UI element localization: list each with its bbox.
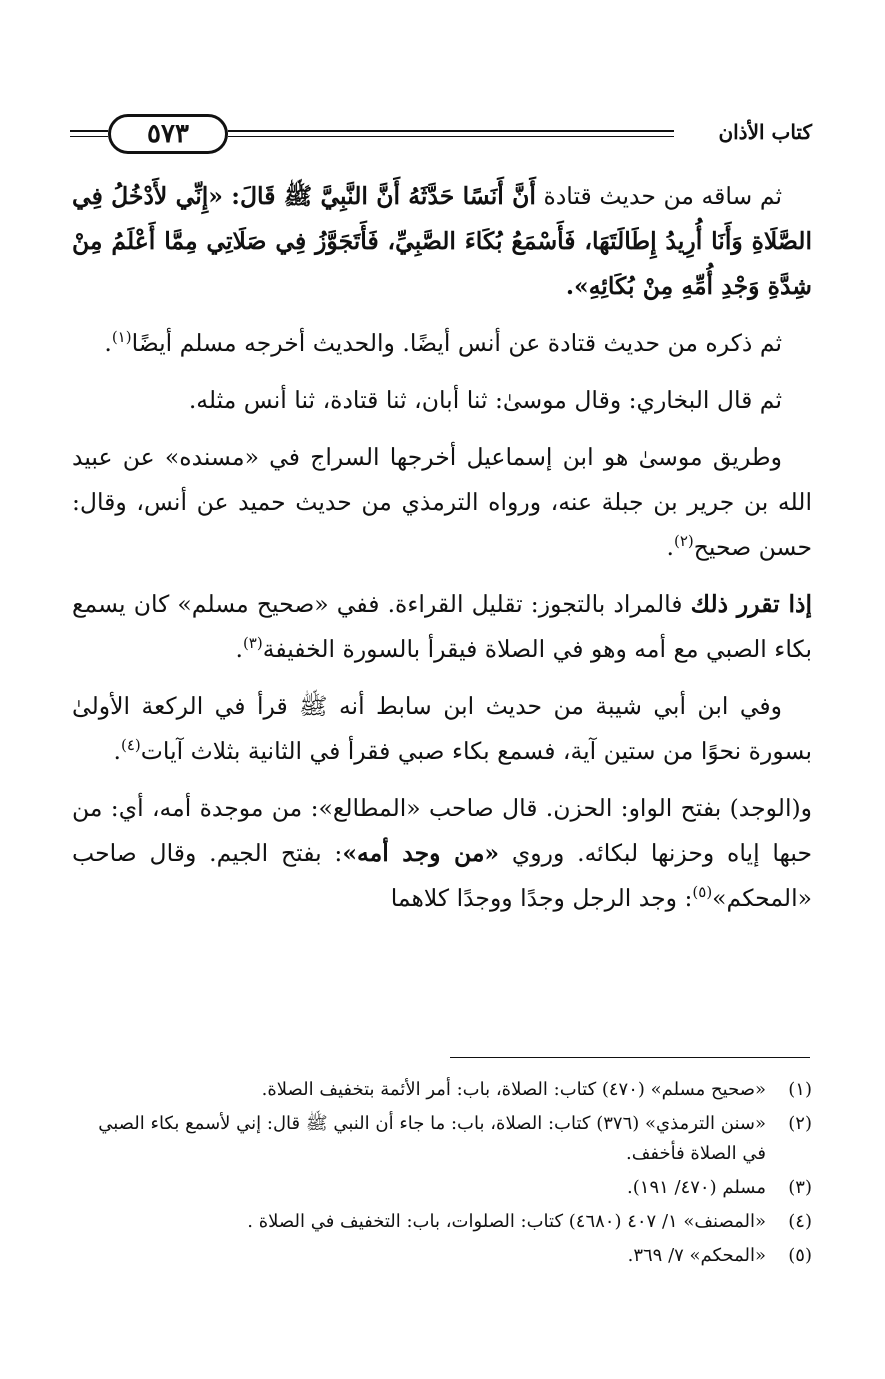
paragraph-7-text-c: : بفتح الجيم. وقال صاحب «المحكم» <box>72 839 812 912</box>
paragraph-5 <box>72 582 812 672</box>
paragraph-4-text: وطريق موسىٰ هو ابن إسماعيل أخرجها السراج في «مسنده» عن عبيد الله بن جرير بن جبلة عنه، ورواه الترمذي من حديث حميد عن أنس، وقال: حسن صحيح <box>72 443 812 561</box>
paragraph-2-text: ثم ذكره من حديث قتادة عن أنس أيضًا. والحديث أخرجه مسلم أيضًا <box>131 329 782 357</box>
paragraph-4 <box>72 435 812 570</box>
footnote-number: (٤) <box>788 1211 812 1232</box>
paragraph-6 <box>72 684 812 774</box>
paragraph-5-lead: إذا تقرر ذلك <box>690 590 812 618</box>
footnote-number: (١) <box>788 1079 812 1100</box>
footnote-2 <box>72 1109 812 1169</box>
footnote-text: «صحيح مسلم» (٤٧٠) كتاب: الصلاة، باب: أمر الأئمة بتخفيف الصلاة. <box>261 1079 766 1100</box>
header-rule-left <box>70 130 108 132</box>
page-header <box>70 112 812 158</box>
paragraph-1-intro: ثم ساقه من حديث قتادة <box>535 182 782 210</box>
footnote-4 <box>72 1207 812 1237</box>
main-text <box>72 174 812 933</box>
footnote-number: (٢) <box>788 1113 812 1134</box>
footnote-ref-5[interactable]: (٥) <box>692 883 713 902</box>
paragraph-5-text: فالمراد بالتجوز: تقليل القراءة. ففي «صحيح مسلم» كان يسمع بكاء الصبي مع أمه وهو في الصلاة فيقرأ بالسورة الخفيفة <box>72 590 812 663</box>
footnotes <box>72 1075 812 1275</box>
running-title: كتاب الأذان <box>718 120 812 144</box>
paragraph-5-end: . <box>235 635 243 663</box>
paragraph-1 <box>72 174 812 309</box>
footnote-text: «سنن الترمذي» (٣٧٦) كتاب: الصلاة، باب: ما جاء أن النبي ﷺ قال: إني لأسمع بكاء الصبي في الصلاة فأخفف. <box>98 1113 766 1164</box>
footnote-ref-4[interactable]: (٤) <box>121 736 141 755</box>
paragraph-6-text: وفي ابن أبي شيبة من حديث ابن سابط أنه ﷺ قرأ في الركعة الأولىٰ بسورة نحوًا من ستين آية، فسمع بكاء صبي فقرأ في الثانية بثلاث آيات <box>72 692 812 765</box>
paragraph-3-text: ثم قال البخاري: وقال موسىٰ: ثنا أبان، ثنا قتادة، ثنا أنس مثله. <box>188 386 782 414</box>
paragraph-6-end: . <box>113 737 121 765</box>
header-rule-left-thin <box>70 136 108 137</box>
footnote-text: «المحكم» ٧/ ٣٦٩. <box>627 1245 766 1266</box>
paragraph-2-end: . <box>104 329 112 357</box>
footnote-text: مسلم (٤٧٠/ ١٩١). <box>627 1177 766 1198</box>
paragraph-7-quote: «من وجد أمه» <box>342 839 500 867</box>
hadith-quote: أَنَّ أَنَسًا حَدَّثَهُ أَنَّ النَّبِيَّ ﷺ قَالَ: «إِنِّي لأَدْخُلُ فِي الصَّلَاةِ وَأَنَا أُرِيدُ إِطَالَتَهَا، فَأَسْمَعُ بُكَاءَ الصَّبِيِّ، فَأَتَجَوَّزُ فِي صَلَاتِي مِمَّا أَعْلَمُ مِنْ شِدَّةِ وَجْدِ أُمِّهِ مِنْ بُكَائِهِ». <box>72 182 812 300</box>
footnote-1 <box>72 1075 812 1105</box>
page-number: ٥٧٣ <box>147 119 189 149</box>
paragraph-2 <box>72 321 812 366</box>
footnote-ref-2[interactable]: (٢) <box>673 532 694 551</box>
header-rule-middle <box>228 130 674 132</box>
paragraph-7-text-a: و(الوجد) بفتح الواو: الحزن. قال صاحب «المطالع»: من موجدة أمه، أي: من حبها إياه وحزنها لبكائه. وروي <box>72 794 812 867</box>
paragraph-4-end: . <box>666 533 674 561</box>
footnote-text: «المصنف» ١/ ٤٠٧ (٤٦٨٠) كتاب: الصلوات، باب: التخفيف في الصلاة . <box>247 1211 766 1232</box>
footnote-ref-1[interactable]: (١) <box>111 328 132 347</box>
footnote-number: (٣) <box>788 1177 812 1198</box>
paragraph-7-text-d: : وجد الرجل وجدًا ووجدًا كلاهما <box>390 884 693 912</box>
footnote-number: (٥) <box>788 1245 812 1266</box>
header-rule-middle-thin <box>228 136 674 137</box>
paragraph-3 <box>72 378 812 423</box>
footnote-3 <box>72 1173 812 1203</box>
footnote-ref-3[interactable]: (٣) <box>242 634 263 653</box>
page-number-badge <box>108 114 228 154</box>
footnote-divider <box>450 1057 810 1058</box>
paragraph-7 <box>72 786 812 921</box>
footnote-5 <box>72 1241 812 1271</box>
